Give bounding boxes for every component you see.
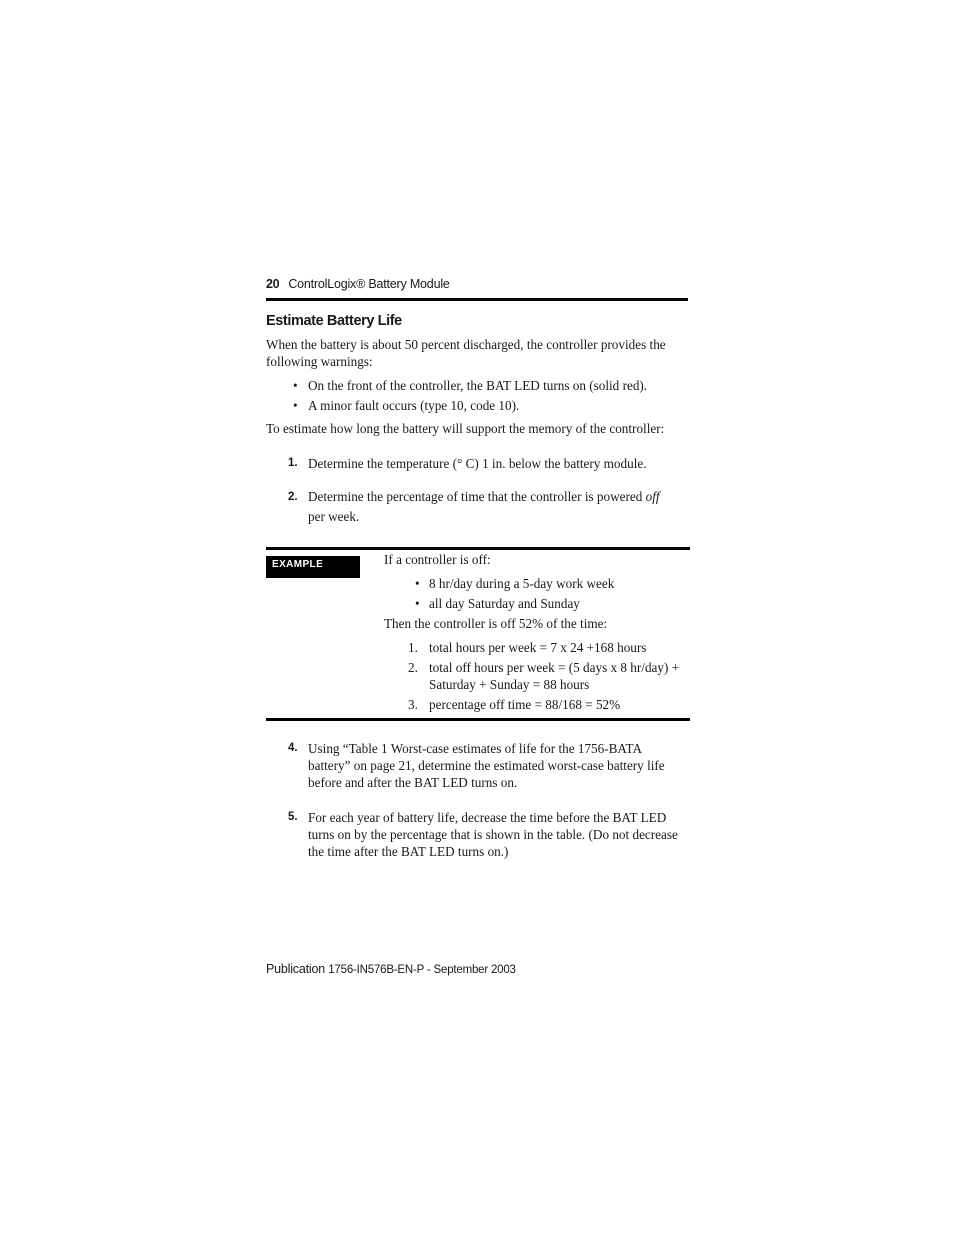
list-item: • all day Saturday and Sunday: [415, 596, 580, 611]
footer-code: 1756-IN576B-EN-P - September 2003: [328, 964, 516, 976]
running-header: [266, 277, 688, 299]
estimate-intro: To estimate how long the battery will support the memory of the controller:: [266, 421, 665, 436]
list-item: • A minor fault occurs (type 10, code 10).: [293, 397, 688, 417]
example-bottom-rule: [266, 718, 690, 721]
step-number: 4.: [288, 742, 298, 754]
list-item: • On the front of the controller, the BAT LED turns on (solid red).: [293, 377, 688, 397]
footer-label: Publication: [266, 962, 325, 976]
bullet-icon: •: [293, 378, 298, 393]
step-text: Determine the temperature (° C) 1 in. below the battery module.: [308, 456, 647, 471]
publication-footer: [266, 962, 516, 976]
intro-paragraph: When the battery is about 50 percent discharged, the controller provides the following warnings:: [266, 337, 666, 369]
calc-item: 2. total off hours per week = (5 days x 8 hr/day) + Saturday + Sunday = 88 hours: [408, 660, 680, 692]
list-item: • 8 hr/day during a 5-day work week: [415, 576, 615, 591]
page-number: 20: [266, 277, 280, 291]
example-lead: If a controller is off:: [384, 552, 491, 567]
step-number: 2.: [288, 491, 298, 503]
step-1: [288, 455, 688, 472]
step-2: [288, 487, 668, 527]
step-text: For each year of battery life, decrease the time before the BAT LED turns on by the percentage that is shown in the table. (Do not decrease the time after the BAT LED turns on.): [308, 810, 678, 859]
section-title: Estimate Battery Life: [266, 313, 402, 329]
step-number: 1.: [288, 457, 298, 469]
running-title: ControlLogix® Battery Module: [288, 277, 450, 291]
warnings-list: [293, 377, 688, 417]
example-result: Then the controller is off 52% of the time:: [384, 616, 608, 631]
bullet-icon: •: [415, 596, 420, 611]
bullet-icon: •: [293, 398, 298, 413]
example-label: EXAMPLE: [266, 556, 360, 578]
header-rule: [266, 298, 688, 301]
step-number: 5.: [288, 811, 298, 823]
calc-item: 3. percentage off time = 88/168 = 52%: [408, 697, 621, 712]
step-4: [288, 740, 680, 791]
step-text: Determine the percentage of time that the controller is powered off per week.: [308, 489, 660, 524]
step-text: Using “Table 1 Worst-case estimates of life for the 1756-BATA battery” on page 21, determine the estimated worst-case battery life before and after the BAT LED turns on.: [308, 741, 665, 790]
bullet-icon: •: [415, 576, 420, 591]
emphasis-off: off: [645, 489, 660, 504]
calc-item: 1. total hours per week = 7 x 24 +168 hours: [408, 640, 647, 655]
example-top-rule: [266, 547, 690, 550]
step-5: [288, 809, 684, 860]
